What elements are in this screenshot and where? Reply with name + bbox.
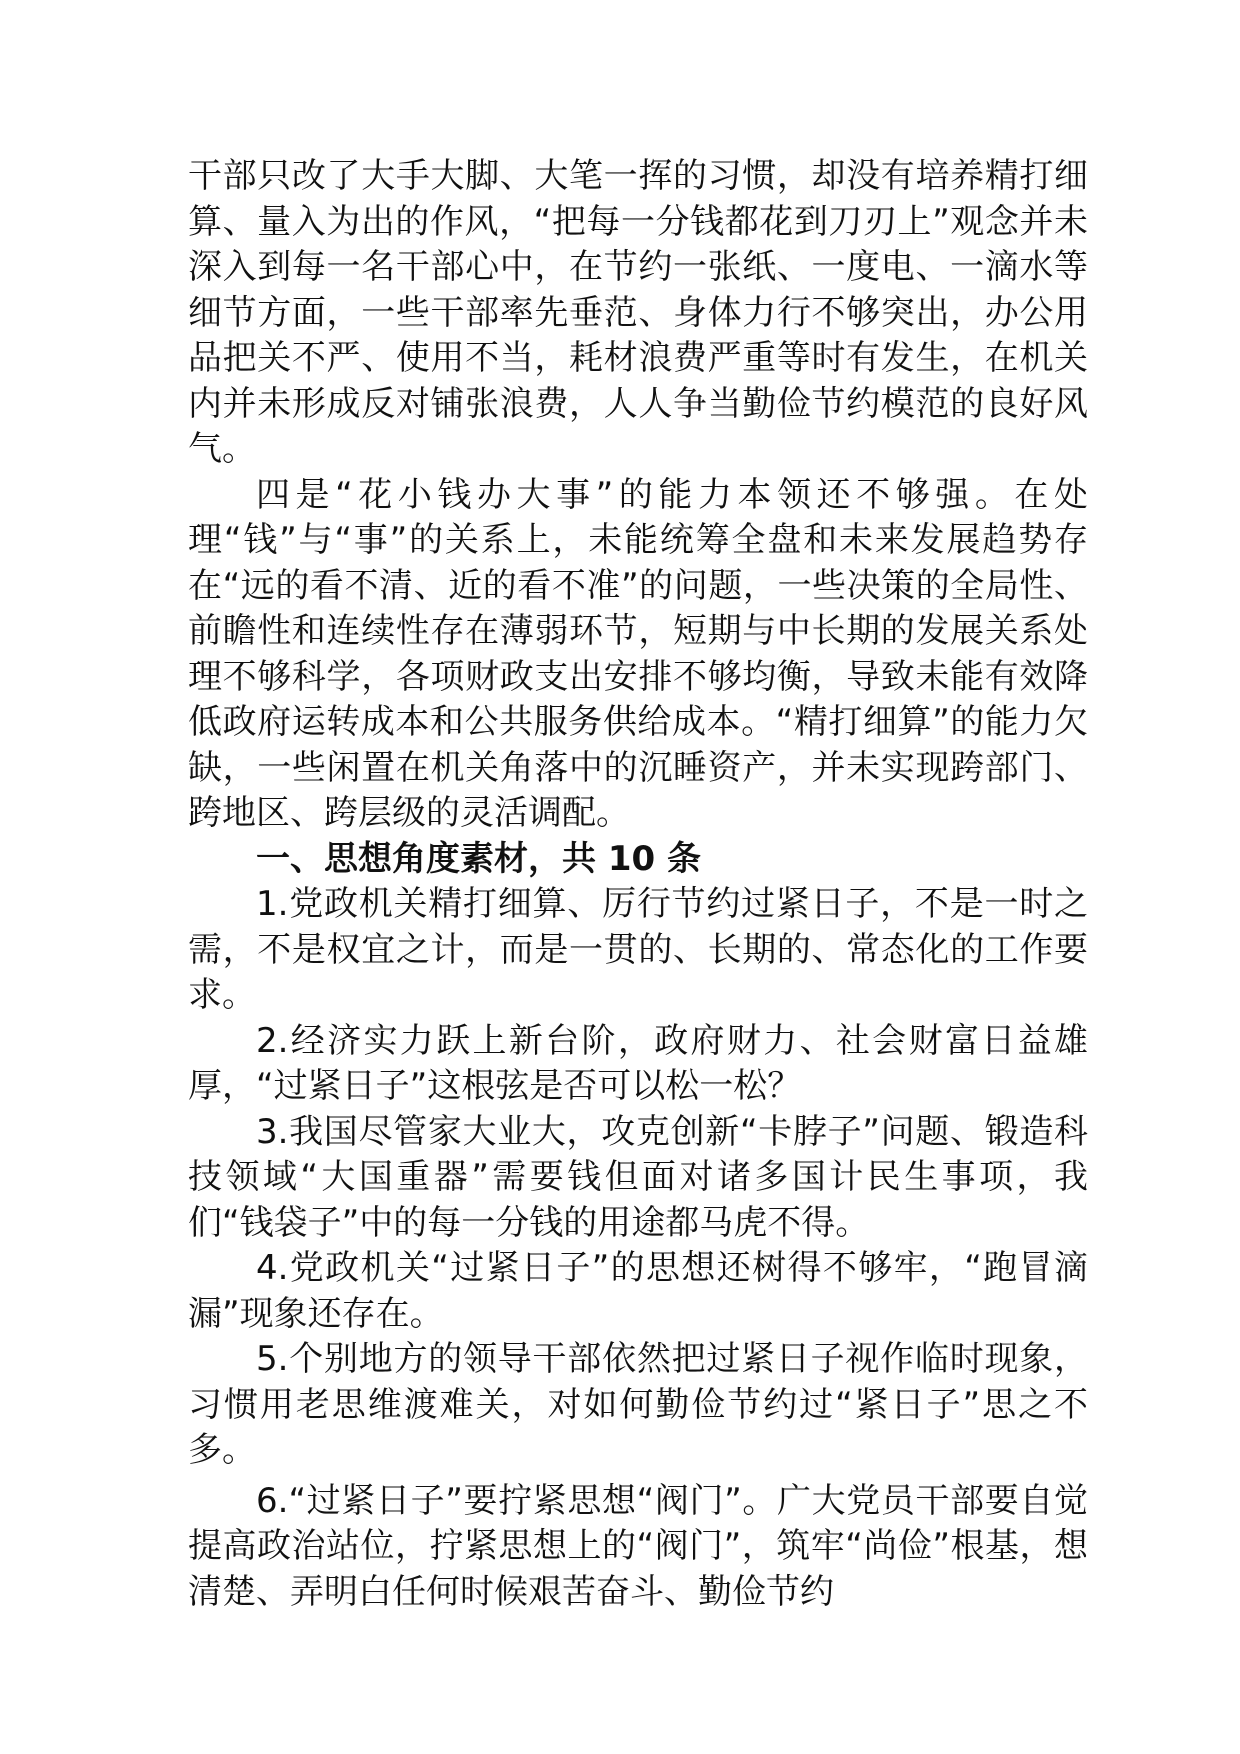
document-body — [188, 154, 1088, 1615]
list-item-6: 6.“过紧日子”要拧紧思想“阀门”。广大党员干部要自觉提高政治站位，拧紧思想上的“阀门”，筑牢“尚俭”根基，想清楚、弄明白任何时候艰苦奋斗、勤俭节约 — [188, 1480, 1088, 1612]
section-heading: 一、思想角度素材，共 10 条 — [256, 838, 701, 879]
list-item-4: 4.党政机关“过紧日子”的思想还树得不够牢，“跑冒滴漏”现象还存在。 — [188, 1248, 1088, 1334]
list-item-1: 1.党政机关精打细算、厉行节约过紧日子，不是一时之需，不是权宜之计，而是一贯的、长期的、常态化的工作要求。 — [188, 884, 1088, 1015]
paragraph-point-four: 四是“花小钱办大事”的能力本领还不够强。在处理“钱”与“事”的关系上，未能统筹全盘和未来发展趋势存在“远的看不清、近的看不准”的问题，一些决策的全局性、前瞻性和连续性存在薄弱环节，短期与中长期的发展关系处理不够科学，各项财政支出安排不够均衡，导致未能有效降低政府运转成本和公共服务供给成本。“精打细算”的能力欠缺，一些闲置在机关角落中的沉睡资产，并未实现跨部门、跨地区、跨层级的灵活调配。 — [188, 474, 1088, 833]
list-item-5: 5.个别地方的领导干部依然把过紧日子视作临时现象，习惯用老思维渡难关，对如何勤俭节约过“紧日子”思之不多。 — [188, 1339, 1088, 1470]
list-item-3: 3.我国尽管家大业大，攻克创新“卡脖子”问题、锻造科技领域“大国重器”需要钱但面对诸多国计民生事项，我们“钱袋子”中的每一分钱的用途都马虎不得。 — [188, 1111, 1088, 1243]
paragraph-continued: 干部只改了大手大脚、大笔一挥的习惯，却没有培养精打细算、量入为出的作风，“把每一分钱都花到刀刃上”观念并未深入到每一名干部心中，在节约一张纸、一度电、一滴水等细节方面，一些干部率先垂范、身体力行不够突出，办公用品把关不严、使用不当，耗材浪费严重等时有发生，在机关内并未形成反对铺张浪费，人人争当勤俭节约模范的良好风气。 — [188, 156, 1088, 469]
list-item-2: 2.经济实力跃上新台阶，政府财力、社会财富日益雄厚，“过紧日子”这根弦是否可以松一松？ — [188, 1020, 1088, 1106]
